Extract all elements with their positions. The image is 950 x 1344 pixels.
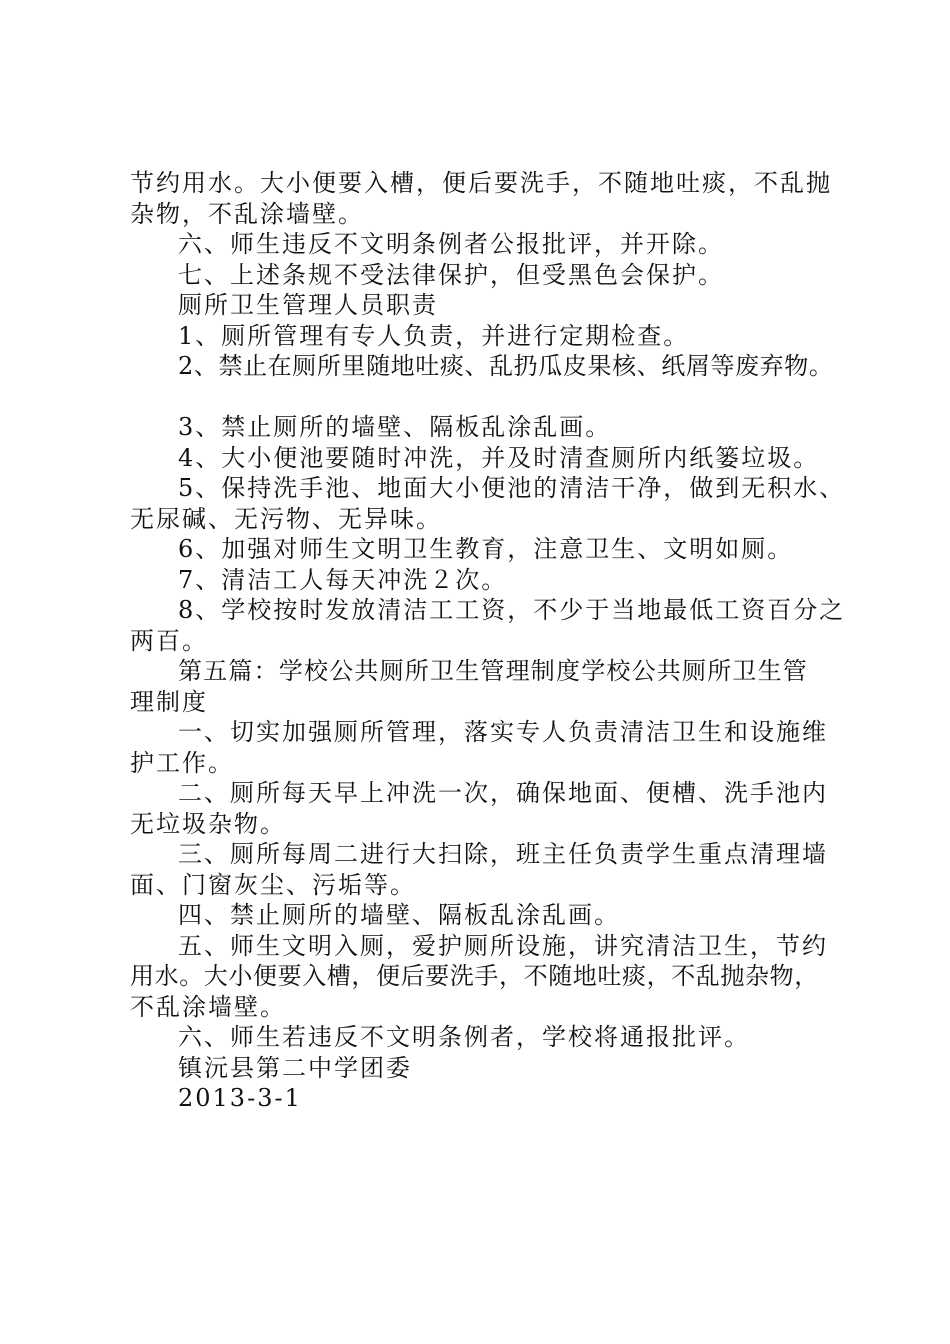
duty-item: 8、学校按时发放清洁工工资，不少于当地最低工资百分之 xyxy=(178,596,846,624)
rule-item: 二、厕所每天早上冲洗一次，确保地面、便槽、洗手池内 xyxy=(178,779,828,807)
duty-item: 7、清洁工人每天冲洗２次。 xyxy=(178,565,508,594)
rule-item: 六、师生若违反不文明条例者，学校将通报批评。 xyxy=(178,1023,750,1051)
text-line: 无垃圾杂物。 xyxy=(130,809,286,838)
document-body xyxy=(130,168,846,1114)
rule-item: 四、禁止厕所的墙壁、隔板乱涂乱画。 xyxy=(178,901,620,929)
rule-item: 六、师生违反不文明条例者公报批评，并开除。 xyxy=(178,230,724,258)
text-line: 面、门窗灰尘、污垢等。 xyxy=(130,870,416,899)
text-line: 两百。 xyxy=(130,626,208,655)
rule-item: 五、师生文明入厕，爱护厕所设施，讲究清洁卫生，节约 xyxy=(178,931,828,960)
duty-item: 2、禁止在厕所里随地吐痰、乱扔瓜皮果核、纸屑等废弃物。 xyxy=(178,352,834,380)
rule-item: 一、切实加强厕所管理，落实专人负责清洁卫生和设施维 xyxy=(178,718,828,746)
text-line: 用水。大小便要入槽，便后要洗手，不随地吐痰，不乱抛杂物， xyxy=(130,962,819,990)
duty-item: 3、禁止厕所的墙壁、隔板乱涂乱画。 xyxy=(178,413,612,441)
signature-date: 2013-3-1 xyxy=(178,1084,302,1112)
text-line: 不乱涂墙壁。 xyxy=(130,992,286,1021)
chapter-heading: 第五篇：学校公共厕所卫生管理制度学校公共厕所卫生管 xyxy=(178,657,808,685)
rule-item: 七、上述条规不受法律保护，但受黑色会保护。 xyxy=(178,260,724,289)
text-line: 杂物，不乱涂墙壁。 xyxy=(130,199,364,228)
text-line: 节约用水。大小便要入槽，便后要洗手，不随地吐痰，不乱抛 xyxy=(130,169,832,197)
duty-item: 5、保持洗手池、地面大小便池的清洁干净，做到无积水、 xyxy=(178,474,846,502)
section-heading: 厕所卫生管理人员职责 xyxy=(178,291,438,319)
duty-item: 1、厕所管理有专人负责，并进行定期检查。 xyxy=(178,321,690,350)
duty-item: 6、加强对师生文明卫生教育，注意卫生、文明如厕。 xyxy=(178,535,794,563)
text-line: 无尿碱、无污物、无异味。 xyxy=(130,504,442,533)
text-line: 理制度 xyxy=(130,687,208,716)
rule-item: 三、厕所每周二进行大扫除，班主任负责学生重点清理墙 xyxy=(178,840,828,868)
duty-item: 4、大小便池要随时冲洗，并及时清查厕所内纸篓垃圾。 xyxy=(178,443,820,472)
signature-organization: 镇沅县第二中学团委 xyxy=(178,1053,412,1082)
blank-line xyxy=(130,382,835,413)
text-line: 护工作。 xyxy=(130,748,234,777)
